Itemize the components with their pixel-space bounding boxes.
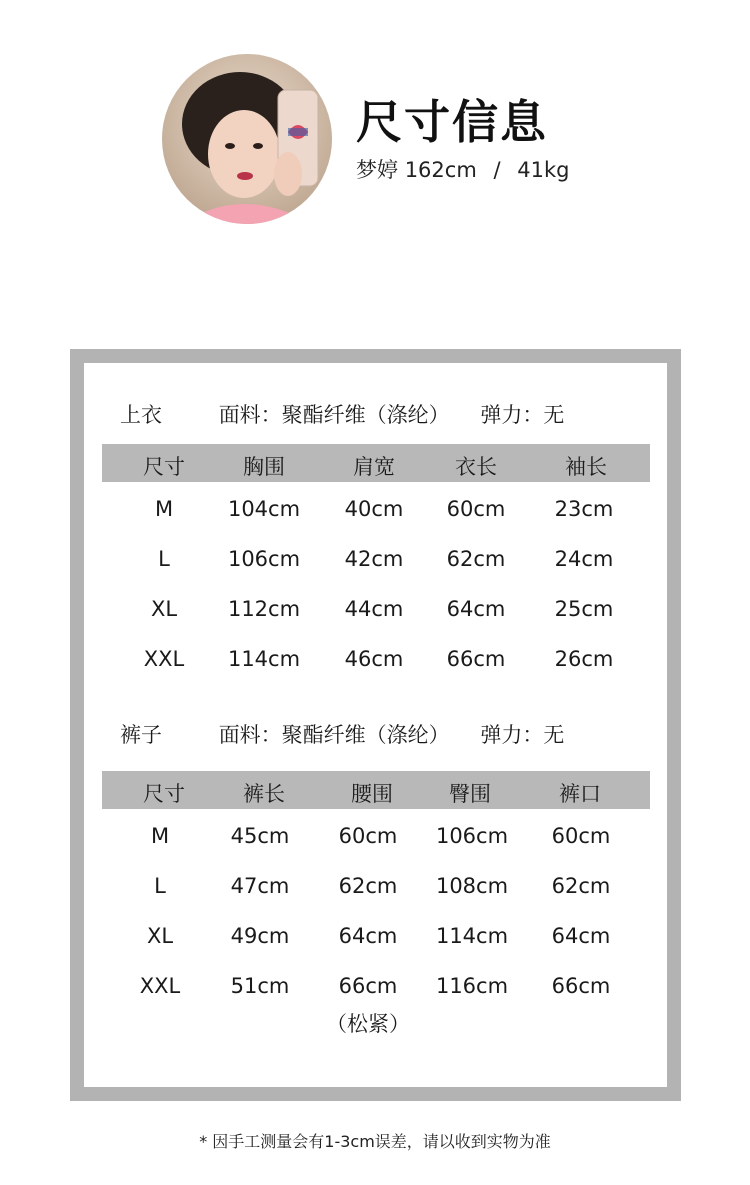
table-cell: 46cm	[344, 647, 404, 671]
pants-col-leg: 裤口	[559, 782, 601, 806]
model-photo	[162, 54, 332, 224]
table-cell: 47cm	[230, 874, 290, 898]
pants-fabric: 面料：聚酯纤维（涤纶）	[218, 723, 450, 747]
table-cell: XXL	[143, 647, 185, 671]
table-cell: 116cm	[435, 974, 509, 998]
table-cell: 60cm	[338, 824, 398, 848]
top-table-header	[102, 444, 650, 482]
pants-section-info	[120, 719, 564, 749]
table-cell: 51cm	[230, 974, 290, 998]
top-col-chest: 胸围	[243, 455, 285, 479]
page-title: 尺寸信息	[356, 95, 548, 149]
table-cell: L	[154, 874, 166, 898]
table-cell: XXL	[139, 974, 181, 998]
waist-elastic-note: （松紧）	[326, 1012, 410, 1036]
table-cell: 42cm	[344, 547, 404, 571]
model-avatar	[162, 54, 332, 224]
table-cell: 66cm	[338, 974, 398, 998]
model-info	[356, 154, 569, 184]
top-col-shoulder: 肩宽	[353, 455, 395, 479]
pants-col-waist: 腰围	[351, 782, 393, 806]
pants-kind: 裤子	[120, 723, 162, 747]
pants-elastic: 弹力：无	[480, 723, 565, 747]
table-cell: 112cm	[227, 597, 301, 621]
table-cell: M	[154, 497, 174, 521]
top-col-sleeve: 袖长	[565, 455, 607, 479]
pants-table-header	[102, 771, 650, 809]
top-fabric: 面料：聚酯纤维（涤纶）	[218, 403, 450, 427]
table-cell: 62cm	[338, 874, 398, 898]
table-cell: 64cm	[446, 597, 506, 621]
table-cell: 26cm	[554, 647, 614, 671]
table-cell: 106cm	[227, 547, 301, 571]
pants-col-hip: 臀围	[449, 782, 491, 806]
table-cell: 114cm	[435, 924, 509, 948]
top-section-info	[120, 399, 564, 429]
table-cell: XL	[146, 924, 174, 948]
model-info-separator: /	[493, 158, 501, 182]
table-cell: 60cm	[551, 824, 611, 848]
table-cell: L	[158, 547, 170, 571]
table-cell: 66cm	[446, 647, 506, 671]
pants-col-size: 尺寸	[143, 782, 185, 806]
table-cell: 108cm	[435, 874, 509, 898]
table-cell: 114cm	[227, 647, 301, 671]
measurement-footnote: * 因手工测量会有1-3cm误差，请以收到实物为准	[199, 1132, 551, 1151]
table-cell: 40cm	[344, 497, 404, 521]
table-cell: 64cm	[338, 924, 398, 948]
top-elastic: 弹力：无	[480, 403, 565, 427]
table-cell: 62cm	[446, 547, 506, 571]
table-cell: 62cm	[551, 874, 611, 898]
table-cell: 106cm	[435, 824, 509, 848]
table-cell: 49cm	[230, 924, 290, 948]
model-weight: 41kg	[517, 158, 570, 182]
top-col-size: 尺寸	[143, 455, 185, 479]
table-cell: 45cm	[230, 824, 290, 848]
table-cell: 23cm	[554, 497, 614, 521]
top-col-length: 衣长	[455, 455, 497, 479]
table-cell: 66cm	[551, 974, 611, 998]
table-cell: M	[150, 824, 170, 848]
size-chart-frame	[70, 349, 681, 1101]
table-cell: XL	[150, 597, 178, 621]
table-cell: 24cm	[554, 547, 614, 571]
pants-col-length: 裤长	[243, 782, 285, 806]
table-cell: 25cm	[554, 597, 614, 621]
table-cell: 104cm	[227, 497, 301, 521]
model-height: 162cm	[404, 158, 477, 182]
model-name: 梦婷	[356, 158, 398, 182]
table-cell: 64cm	[551, 924, 611, 948]
table-cell: 60cm	[446, 497, 506, 521]
top-kind: 上衣	[120, 403, 162, 427]
table-cell: 44cm	[344, 597, 404, 621]
